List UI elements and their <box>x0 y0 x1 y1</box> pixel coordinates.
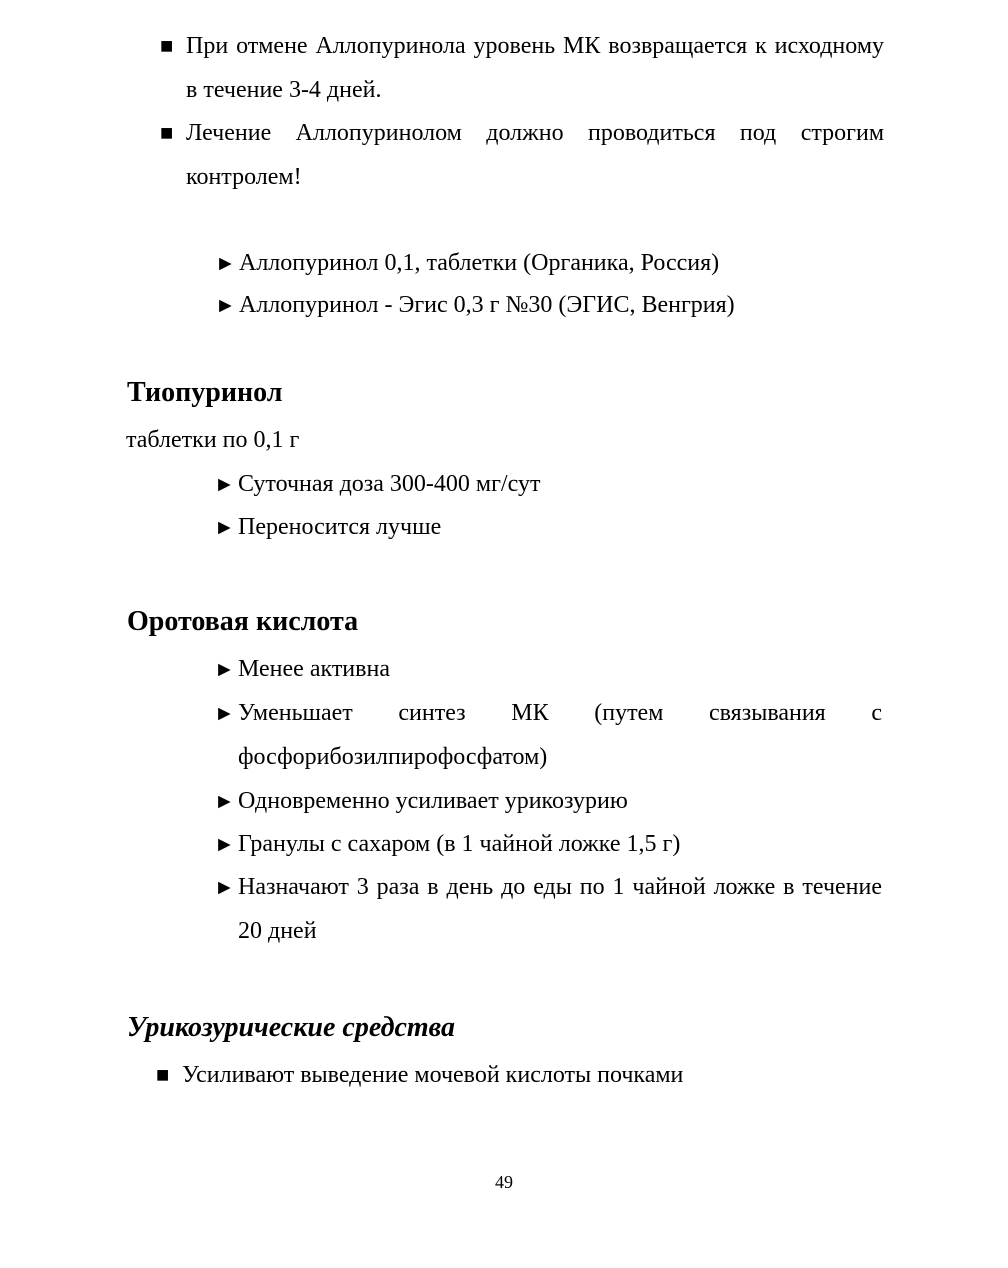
arrow-bullet-icon: ► <box>214 515 235 539</box>
list-item-text: Суточная доза 300-400 мг/сут <box>238 471 541 497</box>
product-text: Аллопуринол 0,1, таблетки (Органика, Россия) <box>239 250 720 276</box>
list-item-text: Уменьшает синтез МК (путем связывания с фосфорибозилпирофосфатом) <box>238 700 882 770</box>
intro-item-text: При отмене Аллопуринола уровень МК возвращается к исходному в течение 3-4 дней. <box>186 33 884 103</box>
thiopurinol-subtitle: таблетки по 0,1 г <box>126 427 300 453</box>
orotic-acid-item-2 <box>214 691 882 779</box>
list-item-text: Усиливают выведение мочевой кислоты почками <box>182 1062 684 1088</box>
square-bullet-icon: ■ <box>156 1062 170 1087</box>
thiopurinol-item-2 <box>214 505 882 549</box>
arrow-bullet-icon: ► <box>214 701 235 725</box>
product-text: Аллопуринол - Эгис 0,3 г №30 (ЭГИС, Венгрия) <box>239 292 735 318</box>
allopurinol-product-2 <box>215 283 883 327</box>
intro-item-text: Лечение Аллопуринолом должно проводиться под строгим контролем! <box>186 120 884 190</box>
thiopurinol-heading: Тиопуринол <box>127 377 283 408</box>
arrow-bullet-icon: ► <box>214 472 235 496</box>
arrow-bullet-icon: ► <box>214 657 235 681</box>
orotic-acid-item-5 <box>214 865 882 953</box>
square-bullet-icon: ■ <box>160 33 174 58</box>
allopurinol-product-1 <box>215 241 883 285</box>
uricosuric-item-1 <box>156 1053 880 1097</box>
list-item-text: Менее активна <box>238 656 390 682</box>
square-bullet-icon: ■ <box>160 120 174 145</box>
orotic-acid-heading: Оротовая кислота <box>127 606 359 637</box>
intro-item-2 <box>160 111 884 199</box>
arrow-bullet-icon: ► <box>215 293 236 317</box>
thiopurinol-item-1 <box>214 462 882 506</box>
arrow-bullet-icon: ► <box>214 875 235 899</box>
orotic-acid-item-1 <box>214 647 882 691</box>
orotic-acid-item-4 <box>214 822 882 866</box>
intro-item-1 <box>160 24 884 112</box>
list-item-text: Переносится лучше <box>238 514 442 540</box>
list-item-text: Назначают 3 раза в день до еды по 1 чайной ложке в течение 20 дней <box>238 874 882 944</box>
list-item-text: Одновременно усиливает урикозурию <box>238 788 628 814</box>
arrow-bullet-icon: ► <box>214 789 235 813</box>
arrow-bullet-icon: ► <box>214 832 235 856</box>
list-item-text: Гранулы с сахаром (в 1 чайной ложке 1,5 г) <box>238 831 681 857</box>
orotic-acid-item-3 <box>214 779 882 823</box>
uricosuric-heading: Урикозурические средства <box>127 1012 456 1043</box>
arrow-bullet-icon: ► <box>215 251 236 275</box>
page-number: 49 <box>495 1172 513 1192</box>
